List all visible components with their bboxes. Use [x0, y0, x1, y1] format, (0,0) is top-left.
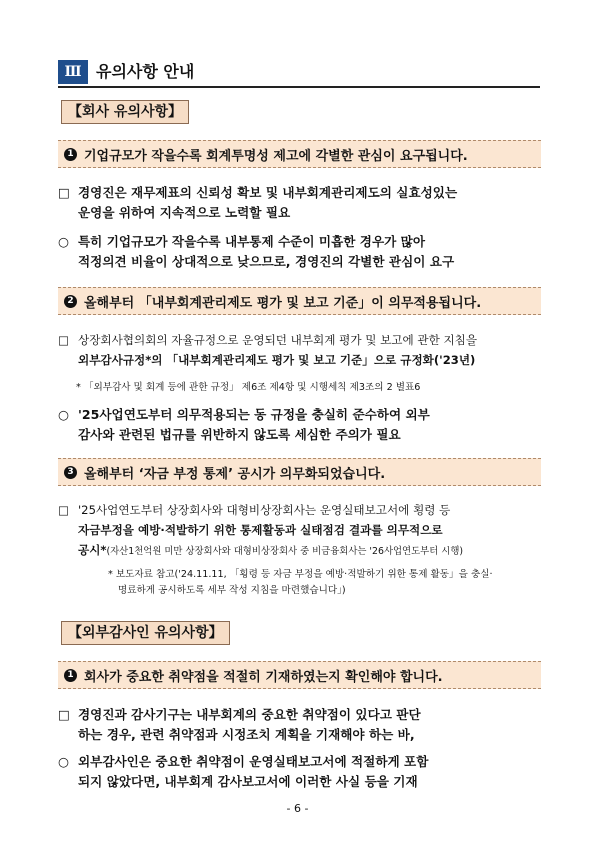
- paragraph-3-line-1: □ 상장회사협의회의 자율규정으로 운영되던 내부회계 평가 및 보고에 관한 지침을: [58, 333, 478, 347]
- auditor-paragraph-1-line-1: □ 경영진과 감사기구는 내부회계의 중요한 취약점이 있다고 판단: [58, 707, 421, 722]
- paragraph-1-line-1: □ 경영진은 재무제표의 신뢰성 확보 및 내부회계관리제도의 실효성있는: [58, 185, 458, 200]
- number-badge-icon: 1: [64, 148, 77, 161]
- paragraph-5-line-3: 공시*(자산1천억원 미만 상장회사와 대형비상장회사 중 비금융회사는 '26사업연도부터 시행): [78, 543, 464, 557]
- footnote-2-line-1: * 보도자료 참고('24.11.11, 「횡령 등 자금 부정을 예방·적발하기 위한 통제 활동」을 충실·: [108, 569, 493, 580]
- paragraph-4-line-2: 감사와 관련된 법규를 위반하지 않도록 세심한 주의가 필요: [78, 427, 401, 442]
- auditor-paragraph-1-line-2: 하는 경우, 관련 취약점과 시정조치 계획을 기재해야 하는 바,: [78, 727, 415, 742]
- company-item-3-bar: [58, 458, 541, 486]
- auditor-item-1-bar: [58, 661, 541, 689]
- number-badge-icon: 1: [64, 669, 77, 682]
- footnote-1: * 「외부감사 및 회계 등에 관한 규정」 제6조 제4항 및 시행세칙 제3조의 2 별표6: [76, 382, 421, 393]
- paragraph-1-line-2: 운영을 위하여 지속적으로 노력할 필요: [78, 205, 291, 220]
- company-notes-label: 【회사 유의사항】: [61, 100, 189, 124]
- company-item-1-bar: [58, 140, 541, 168]
- paragraph-4-line-1: ○ '25사업연도부터 의무적용되는 동 규정을 충실히 준수하여 외부: [58, 407, 430, 422]
- company-item-3-text: 올해부터 ‘자금 부정 통제’ 공시가 의무화되었습니다.: [84, 466, 386, 482]
- paragraph-2-line-2: 적정의견 비율이 상대적으로 낮으므로, 경영진의 각별한 관심이 요구: [78, 254, 455, 269]
- paragraph-5-line-1: □ '25사업연도부터 상장회사와 대형비상장회사는 운영실태보고서에 횡령 등: [58, 503, 451, 517]
- section-divider: [58, 86, 540, 88]
- auditor-paragraph-2-line-1: ○ 외부감사인은 중요한 취약점이 운영실태보고서에 적절하게 포함: [58, 754, 429, 769]
- section-number: Ⅲ: [58, 60, 88, 84]
- page-number: - 6 -: [286, 802, 309, 815]
- number-badge-icon: 3: [64, 466, 77, 479]
- company-item-2-text: 올해부터 「내부회계관리제도 평가 및 보고 기준」이 의무적용됩니다.: [84, 295, 482, 311]
- auditor-item-1-text: 회사가 중요한 취약점을 적절히 기재하였는지 확인해야 합니다.: [84, 669, 443, 685]
- number-badge-icon: 2: [64, 295, 77, 308]
- paragraph-5-line-2: 자금부정을 예방·적발하기 위한 통제활동과 실태점검 결과를 의무적으로: [78, 523, 443, 537]
- footnote-2-line-2: 명료하게 공시하도록 세부 작성 지침을 마련했습니다」): [118, 585, 346, 596]
- auditor-paragraph-2-line-2: 되지 않았다면, 내부회계 감사보고서에 이러한 사실 등을 기재: [78, 774, 418, 789]
- paragraph-3-line-2: 외부감사규정*의 「내부회계관리제도 평가 및 보고 기준」으로 규정화('23년): [78, 353, 476, 367]
- auditor-notes-label: 【외부감사인 유의사항】: [61, 621, 230, 645]
- company-item-2-bar: [58, 287, 541, 315]
- paragraph-2-line-1: ○ 특히 기업규모가 작을수록 내부통제 수준이 미흡한 경우가 많아: [58, 234, 425, 249]
- section-title: 유의사항 안내: [96, 62, 195, 81]
- company-item-1-text: 기업규모가 작을수록 회계투명성 제고에 각별한 관심이 요구됩니다.: [84, 148, 468, 164]
